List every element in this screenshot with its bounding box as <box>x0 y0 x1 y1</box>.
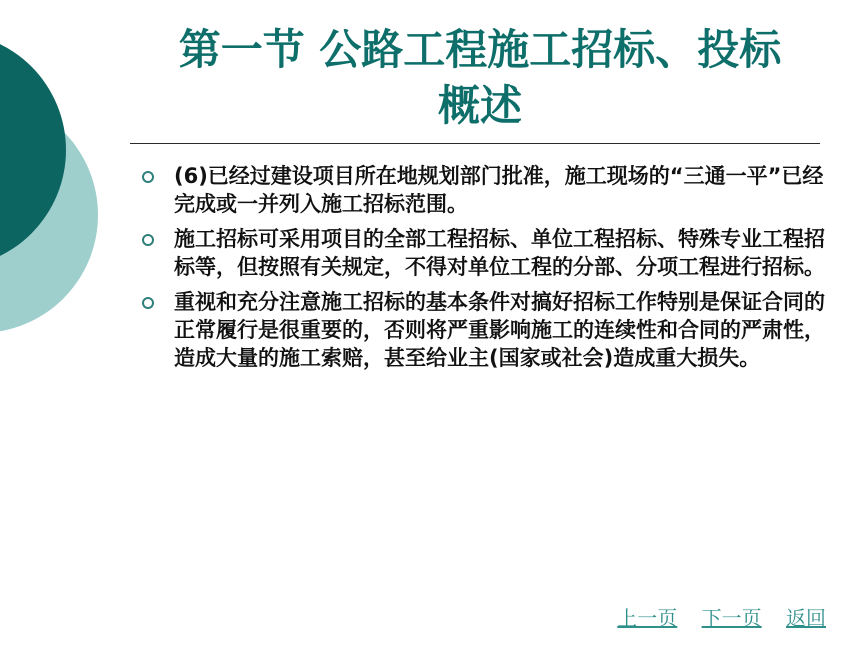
bullet-circle-icon <box>142 171 154 183</box>
bullet-item <box>140 288 830 372</box>
title-divider <box>130 143 820 144</box>
bullet-text: 重视和充分注意施工招标的基本条件对搞好招标工作特别是保证合同的正常履行是很重要的，否则将严重影响施工的连续性和合同的严肃性，造成大量的施工索赔，甚至给业主(国家或社会)造成重大损失。 <box>174 290 825 370</box>
bullet-list <box>140 162 830 379</box>
bullet-circle-icon <box>142 297 154 309</box>
next-page-link[interactable]: 下一页 <box>701 606 762 630</box>
slide-navigation <box>599 602 826 631</box>
prev-page-link[interactable]: 上一页 <box>617 606 678 630</box>
bullet-item <box>140 162 830 218</box>
bullet-item <box>140 225 830 281</box>
bullet-text: (6)已经过建设项目所在地规划部门批准，施工现场的“三通一平”已经完成或一并列入施工招标范围。 <box>174 164 824 216</box>
decorative-circles <box>0 0 140 360</box>
slide-title-line-2: 概述 <box>437 81 522 130</box>
bullet-circle-icon <box>142 234 154 246</box>
slide-title-line-1: 第一节 公路工程施工招标、投标 <box>178 25 782 74</box>
back-link[interactable]: 返回 <box>786 606 826 630</box>
slide-title <box>120 22 840 134</box>
bullet-text: 施工招标可采用项目的全部工程招标、单位工程招标、特殊专业工程招标等，但按照有关规定，不得对单位工程的分部、分项工程进行招标。 <box>174 227 825 279</box>
